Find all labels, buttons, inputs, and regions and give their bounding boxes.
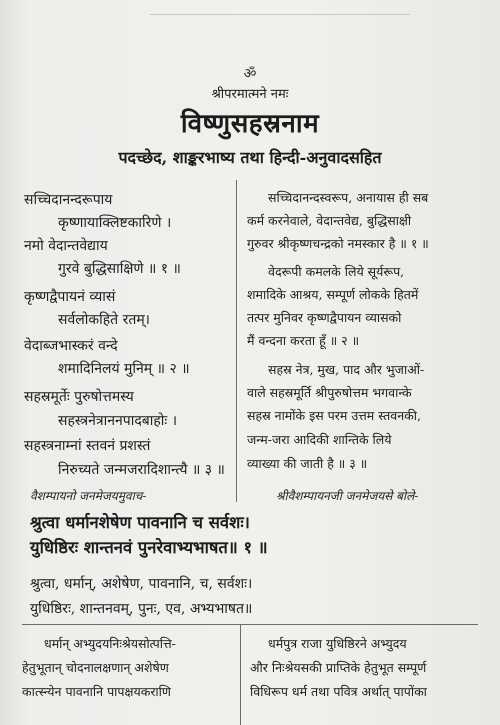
speaker-sanskrit: वैशम्पायनो जनमेजयमुवाच-	[30, 489, 147, 503]
page-subtitle: पदच्छेद, शाङ्करभाष्य तथा हिन्दी-अनुवादसहित	[118, 148, 382, 167]
om-symbol: ॐ	[243, 66, 257, 82]
column-divider	[240, 625, 241, 725]
running-head-rule	[150, 14, 410, 15]
word-division-line: युधिष्ठिरः, शान्तनवम्, पुनः, एव, अभ्यभाषत॥	[30, 601, 253, 617]
speaker-hindi: श्रीवैशम्पायनजी जनमेजयसे बोले-	[276, 489, 419, 503]
commentary-translation-line: धर्मपुत्र राजा युधिष्ठिरने अभ्युदय	[268, 636, 407, 651]
verse-line: कृष्णद्वैपायनं व्यासं	[24, 289, 116, 305]
translation-line: वाले सहस्रमूर्ति श्रीपुरुषोत्तम भगवान्के	[247, 385, 412, 400]
translation-line: कर्म करनेवाले, वेदान्तवेद्य, बुद्धिसाक्षी	[247, 213, 412, 228]
verse-line: कृष्णायाक्लिष्टकारिणे ।	[58, 215, 172, 231]
commentary-translation-line: विधिरूप धर्म तथा पवित्र अर्थात् पापोंका	[250, 684, 427, 699]
main-verse-line: श्रुत्वा धर्मानशेषेण पावनानि च सर्वशः।	[30, 513, 250, 532]
translation-line: वेदरूपी कमलके लिये सूर्यरूप,	[268, 264, 405, 279]
invocation: श्रीपरमात्मने नमः	[211, 87, 289, 102]
verse-line: सर्वलोकहिते रतम्।	[58, 312, 150, 328]
translation-line: सहस्र नामोंके इस परम उत्तम स्तवनकी,	[247, 408, 421, 423]
column-divider	[236, 180, 237, 502]
commentary-translation-line: और निःश्रेयसकी प्राप्तिके हेतुभूत सम्पूर्ण	[250, 660, 427, 675]
verse-line: शमादिनिलयं मुनिम् ॥ २ ॥	[58, 361, 190, 377]
translation-line: गुरुवर श्रीकृष्णचन्द्रको नमस्कार है ॥ १ ॥	[247, 236, 429, 251]
translation-line: तत्पर मुनिवर कृष्णद्वैपायन व्यासको	[247, 310, 402, 325]
page-title: विष्णुसहस्रनाम	[180, 109, 320, 139]
verse-line: निरुच्यते जन्मजरादिशान्त्यै ॥ ३ ॥	[58, 462, 225, 478]
translation-line: शमादिके आश्रय, सम्पूर्ण लोकके हितमें	[247, 287, 419, 302]
commentary-line: कात्स्न्येन पावनानि पापक्षयकराणि	[22, 684, 171, 699]
verse-line: सहस्त्रनेत्राननपादबाहोः ।	[58, 413, 178, 429]
section-rule	[22, 624, 478, 625]
translation-line: सच्चिदानन्दस्वरूप, अनायास ही सब	[268, 190, 429, 205]
commentary-line: हेतुभूतान् चोदनालक्षणान् अशेषेण	[22, 660, 169, 675]
main-verse-line: युधिष्ठिरः शान्तनवं पुनरेवाभ्यभाषत॥ १ ॥	[30, 538, 268, 557]
translation-line: सहस्र नेत्र, मुख, पाद और भुजाओं-	[268, 362, 425, 377]
verse-line: गुरवे बुद्धिसाक्षिणे ॥ १ ॥	[58, 261, 181, 277]
verse-line: सच्चिदानन्दरूपाय	[24, 192, 113, 208]
verse-line: सहस्त्रनाम्नां स्तवनं प्रशस्तं	[24, 438, 151, 454]
translation-line: मैं वन्दना करता हूँ ॥ २ ॥	[247, 333, 360, 348]
commentary-line: धर्मान् अभ्युदयनिःश्रेयसोत्पत्ति-	[44, 636, 176, 651]
translation-line: जन्म-जरा आदिकी शान्तिके लिये	[247, 432, 392, 447]
word-division-line: श्रुत्वा, धर्मान्, अशेषेण, पावनानि, च, सर्वशः।	[30, 576, 253, 592]
verse-line: वेदाब्जभास्करं वन्दे	[24, 338, 118, 354]
verse-line: सहस्रमूर्तेः पुरुषोत्तमस्य	[24, 389, 134, 405]
translation-line: व्याख्या की जाती है ॥ ३ ॥	[247, 456, 368, 471]
verse-line: नमो वेदान्तवेद्याय	[24, 238, 108, 254]
